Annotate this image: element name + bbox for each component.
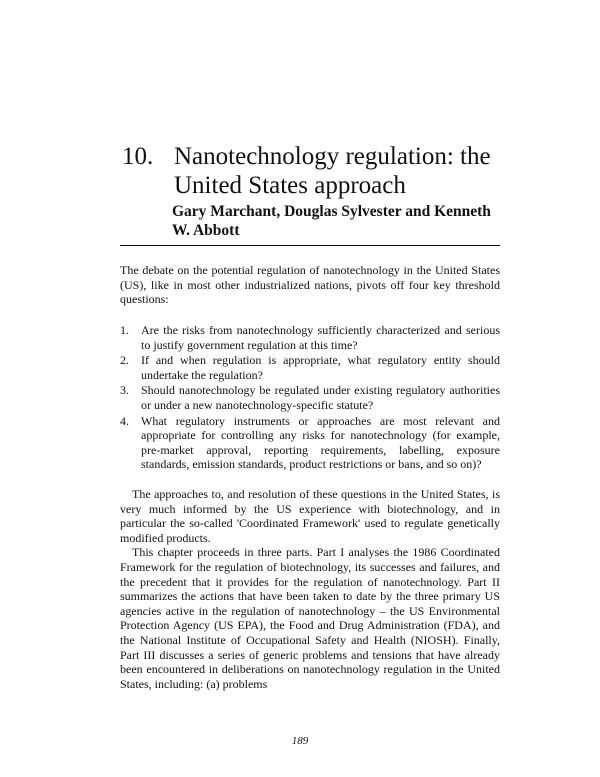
- list-item-text: What regulatory instruments or approaches are most relevant and appropriate for controlling any risks for nanotechnology (for example, pre-market approval, reporting requirements, labelling, exposure standards, emission standards, product restrictions or bans, and so on)?: [141, 413, 500, 472]
- intro-paragraph: [120, 263, 500, 307]
- intro-text: The debate on the potential regulation of nanotechnology in the United States (US), like in most other industrialized nations, pivots off four key threshold questions:: [120, 263, 500, 307]
- list-item-text: Are the risks from nanotechnology sufficiently characterized and serious to justify government regulation at this time?: [141, 323, 500, 352]
- heading-rule: [120, 245, 500, 246]
- list-item-number: 3.: [120, 383, 129, 398]
- body-paragraph: This chapter proceeds in three parts. Part I analyses the 1986 Coordinated Framework for the regulation of biotechnology, its successes and failures, and the precedent that it provides for the regulation of nanotechnology. Part II summarizes the actions that have been taken to date by the three primary US agencies active in the regulation of nanotechnology – the US Environmental Protection Agency (US EPA), the Food and Drug Administration (FDA), and the National Institute of Occupational Safety and Health (NIOSH). Finally, Part III discusses a series of generic problems and tensions that have already been encountered in deliberations on nanotechnology regulation in the United States, including: (a) problems: [120, 545, 500, 691]
- list-item-text: Should nanotechnology be regulated under existing regulatory authorities or under a new nanotechnology-specific statute?: [141, 383, 500, 412]
- page-number: 189: [291, 735, 309, 747]
- body-paragraphs: [120, 487, 500, 691]
- chapter-authors: Gary Marchant, Douglas Sylvester and Kenneth W. Abbott: [172, 203, 491, 239]
- body-paragraph: The approaches to, and resolution of these questions in the United States, is very much informed by the US experience with biotechnology, and in particular the so-called 'Coordinated Framework' used to regulate genetically modified products.: [120, 487, 500, 545]
- list-item: [120, 383, 500, 412]
- list-item-number: 1.: [120, 323, 129, 337]
- list-item: [120, 353, 500, 382]
- threshold-questions-list: [120, 323, 500, 473]
- list-item-number: 2.: [120, 353, 129, 368]
- list-item: [120, 323, 500, 352]
- list-item-text: If and when regulation is appropriate, what regulatory entity should undertake the regulation?: [141, 353, 500, 382]
- chapter-number: 10.: [122, 143, 154, 170]
- list-item-number: 4.: [120, 413, 129, 428]
- list-item: [120, 414, 500, 472]
- chapter-heading: [122, 142, 502, 200]
- chapter-title: Nanotechnology regulation: the United States approach: [174, 143, 491, 199]
